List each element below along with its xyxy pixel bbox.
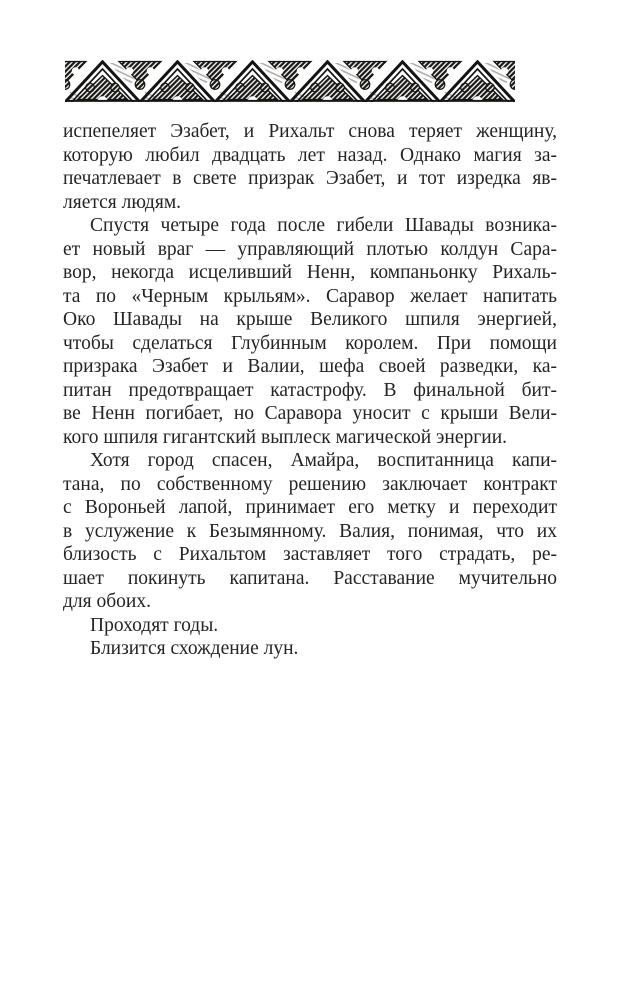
text-line: близость с Рихальтом заставляет того страдать, ре-	[63, 544, 557, 565]
paragraph	[63, 449, 557, 614]
paragraph	[63, 637, 557, 661]
chevron-ornament-icon	[65, 60, 515, 102]
paragraph	[63, 614, 557, 638]
text-line: питан предотвращает катастрофу. В финальной бит-	[63, 379, 557, 401]
text-line: которую любил двадцать лет назад. Однако магия за-	[63, 144, 557, 166]
paragraph	[63, 214, 557, 449]
text-line: Близится схождение лун.	[90, 638, 299, 659]
text-line: вор, некогда исцеливший Ненн, компаньонку Рихаль-	[63, 262, 557, 283]
text-line: ляется людям.	[63, 191, 182, 213]
text-line: Спустя четыре года после гибели Шавады возника-	[90, 215, 557, 236]
text-line: кого шпиля гигантский выплеск магической энергии.	[63, 426, 508, 448]
text-line: ве Ненн погибает, но Саравора уносит с крыши Вели-	[63, 403, 557, 424]
text-line: та по «Черным крыльям». Саравор желает напитать	[63, 285, 557, 307]
ornament-border	[65, 60, 515, 102]
text-line: с Вороньей лапой, принимает его метку и переходит	[63, 497, 557, 518]
text-line: Проходят годы.	[90, 614, 219, 636]
text-line: для обоих.	[63, 591, 151, 612]
text-line: печатлевает в свете призрак Эзабет, и тот изредка яв-	[63, 168, 557, 189]
text-line: Око Шавады на крыше Великого шпиля энергией,	[63, 309, 557, 330]
page-text	[63, 120, 557, 661]
text-line: шает покинуть капитана. Расставание мучительно	[63, 567, 557, 589]
text-line: в услужение к Безымянному. Валия, понимая, что их	[63, 520, 557, 542]
text-line: тана, по собственному решению заключает контракт	[63, 473, 557, 495]
text-line: испепеляет Эзабет, и Рихальт снова теряет женщину,	[63, 121, 557, 142]
text-line: Хотя город спасен, Амайра, воспитанница капи-	[90, 450, 557, 471]
text-line: ет новый враг — управляющий плотью колдун Сара-	[63, 238, 557, 260]
text-line: чтобы сделаться Глубинным королем. При помощи	[63, 332, 557, 354]
text-line: призрака Эзабет и Валии, шефа своей разведки, ка-	[63, 356, 557, 377]
paragraph	[63, 120, 557, 214]
